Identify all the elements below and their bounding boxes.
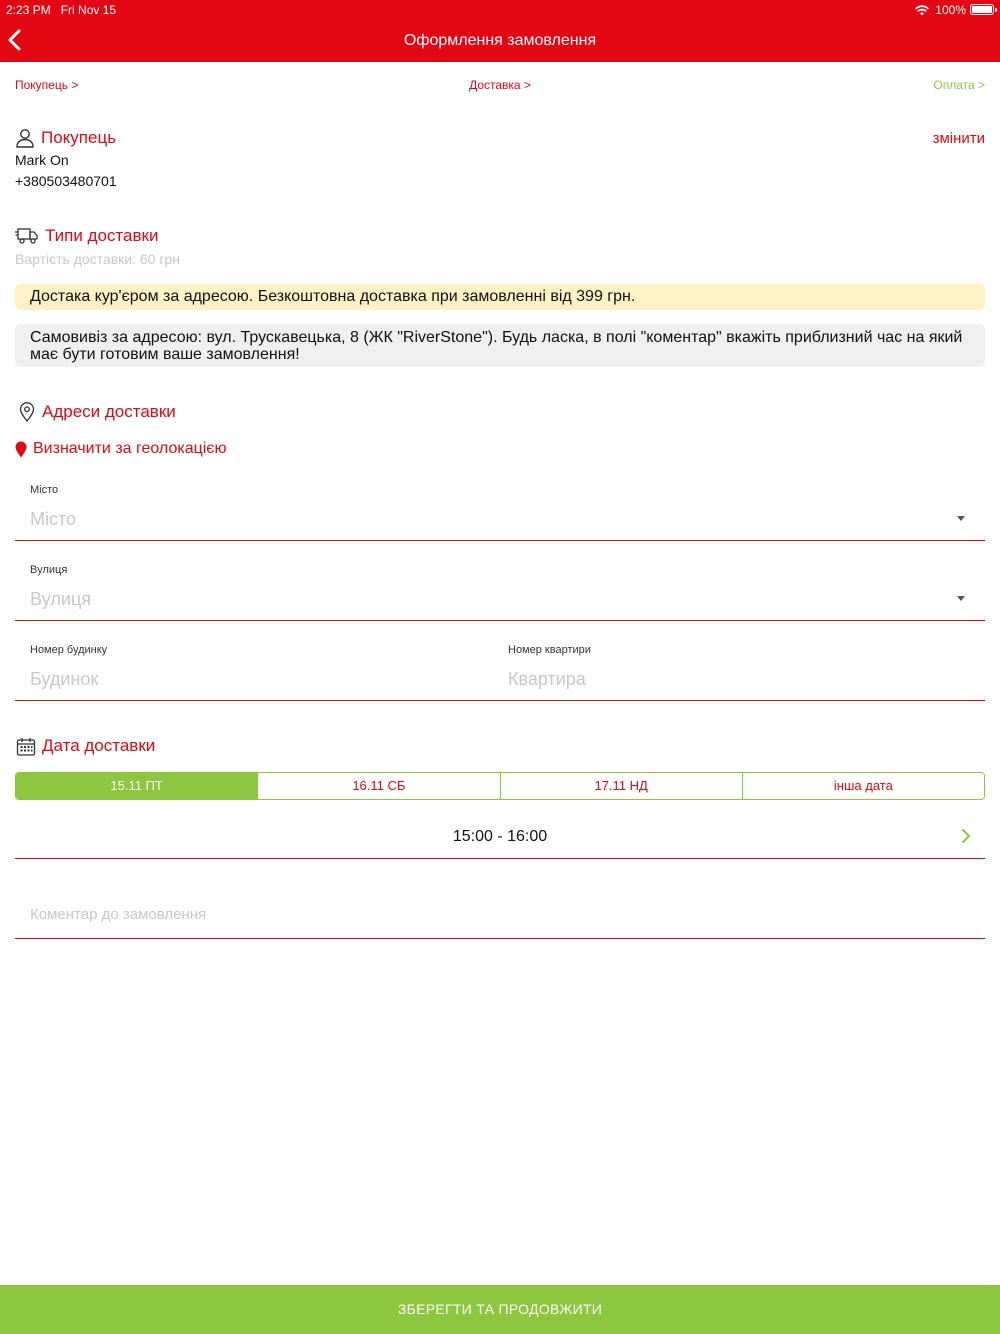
- step-delivery[interactable]: Доставка >: [469, 78, 531, 92]
- step-payment[interactable]: Оплата >: [933, 78, 985, 92]
- status-date-value: Fri Nov 15: [60, 3, 117, 17]
- delivery-date-label: Дата доставки: [42, 736, 156, 755]
- date-tabs: [15, 772, 985, 800]
- date-tab-other[interactable]: інша дата: [742, 773, 984, 799]
- buyer-phone: +380503480701: [15, 173, 117, 189]
- wifi-icon: [915, 5, 929, 16]
- save-continue-button[interactable]: ЗБЕРЕГТИ ТА ПРОДОВЖИТИ: [0, 1285, 1000, 1334]
- chevron-right-icon: [961, 828, 971, 844]
- date-tab-friday[interactable]: 15.11 ПТ: [16, 773, 257, 799]
- step-buyer[interactable]: Покупець >: [15, 78, 79, 92]
- apartment-input[interactable]: [508, 669, 970, 690]
- truck-icon: [15, 227, 39, 245]
- delivery-option-courier[interactable]: Достака кур'єром за адресою. Безкоштовна доставка при замовленні від 399 грн.: [15, 284, 985, 310]
- city-label: Місто: [30, 484, 59, 496]
- address-section-title: [18, 402, 176, 422]
- street-label: Вулиця: [30, 564, 68, 576]
- geolocation-button[interactable]: [15, 440, 226, 458]
- change-buyer-link[interactable]: змінити: [932, 130, 985, 147]
- location-outline-icon: [18, 402, 36, 422]
- comment-input[interactable]: [30, 906, 970, 923]
- chevron-down-icon[interactable]: [957, 516, 965, 521]
- street-input[interactable]: [30, 589, 945, 610]
- delivery-date-title: [16, 736, 155, 756]
- location-pin-icon: [15, 441, 27, 458]
- time-slot-value: 15:00 - 16:00: [452, 828, 548, 845]
- checkout-steps: [15, 78, 985, 94]
- house-apartment-row: [15, 636, 985, 701]
- buyer-title: Покупець: [41, 128, 117, 147]
- date-tab-saturday[interactable]: 16.11 СБ: [257, 773, 499, 799]
- delivery-cost: Вартість доставки: 60 грн: [15, 251, 180, 267]
- geolocation-label: Визначити за геолокацією: [33, 440, 227, 457]
- status-time-value: 2:23 PM: [6, 3, 51, 17]
- apartment-label: Номер квартири: [508, 644, 591, 656]
- delivery-types-label: Типи доставки: [45, 226, 159, 245]
- delivery-option-pickup[interactable]: Самовивіз за адресою: вул. Трускавецька, 8 (ЖК "RiverStone"). Будь ласка, в полі "коментар" вкажіть приблизний час на який має бути готовим ваше замовлення!: [15, 324, 985, 367]
- city-input[interactable]: [30, 509, 945, 530]
- city-field[interactable]: [15, 476, 985, 541]
- status-time: [6, 3, 116, 17]
- street-field[interactable]: [15, 556, 985, 621]
- page-title: Оформлення замовлення: [403, 32, 597, 49]
- battery-percent: 100%: [935, 3, 966, 17]
- status-right: [915, 3, 966, 17]
- comment-field[interactable]: [15, 896, 985, 939]
- buyer-name: Mark On: [15, 152, 69, 168]
- delivery-types-title: [15, 226, 158, 246]
- chevron-down-icon[interactable]: [957, 596, 965, 601]
- calendar-icon: [16, 737, 36, 756]
- date-tab-sunday[interactable]: 17.11 НД: [500, 773, 742, 799]
- house-label: Номер будинку: [30, 644, 108, 656]
- buyer-section-title: [15, 128, 116, 148]
- app-header: [0, 0, 1000, 62]
- address-title: Адреси доставки: [42, 402, 176, 421]
- battery-icon: [970, 4, 994, 15]
- battery-fill: [972, 6, 992, 13]
- house-input[interactable]: [30, 669, 470, 690]
- time-slot-selector[interactable]: [15, 816, 985, 859]
- user-icon: [15, 128, 35, 148]
